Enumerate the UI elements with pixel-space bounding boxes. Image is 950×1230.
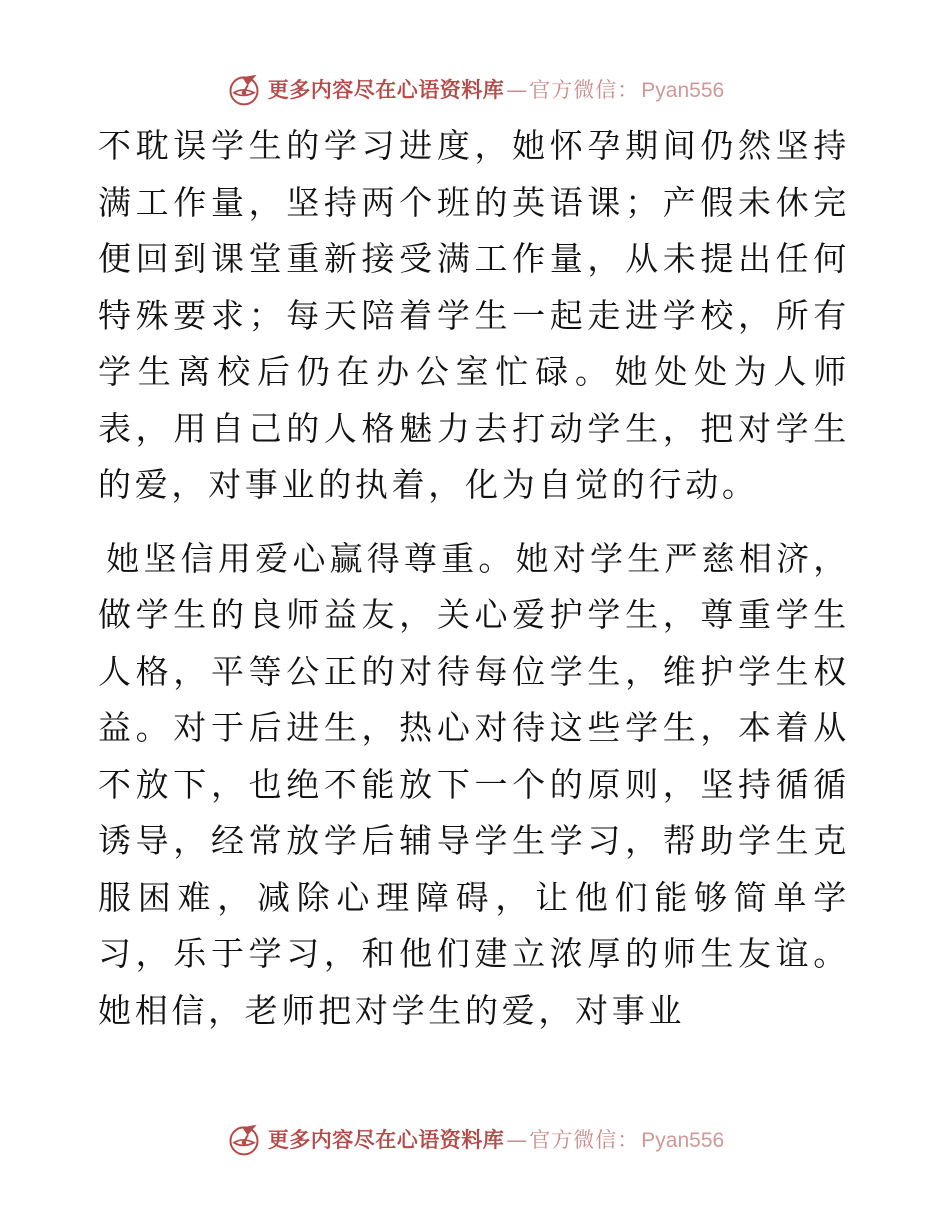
banner-dash: —	[506, 1128, 528, 1152]
body-paragraph: 不耽误学生的学习进度，她怀孕期间仍然坚持满工作量，坚持两个班的英语课；产假未休完便回到课堂重新接受满工作量，从未提出任何特殊要求；每天陪着学生一起走进学校，所有学生离校后仍在办公室忙碌。她处处为人师表，用自己的人格魅力去打动学生，把对学生的爱，对事业的执着，化为自觉的行动。	[98, 126, 850, 504]
banner-text	[268, 1129, 724, 1151]
footer-banner	[0, 1120, 950, 1160]
banner-main-text: 更多内容尽在心语资料库	[267, 77, 505, 102]
header-banner	[0, 70, 950, 110]
banner-wechat-label: 官方微信：	[529, 1128, 640, 1152]
quill-pen-logo-icon	[226, 72, 262, 108]
banner-wechat-label: 官方微信：	[529, 78, 640, 102]
body-paragraph: 她坚信用爱心赢得尊重。她对学生严慈相济，做学生的良师益友，关心爱护学生，尊重学生人格，平等公正的对待每位学生，维护学生权益。对于后进生，热心对待这些学生，本着从不放下，也绝不能放下一个的原则，坚持循循诱导，经常放学后辅导学生学习，帮助学生克服困难，减除心理障碍，让他们能够简单学习，乐于学习，和他们建立浓厚的师生友谊。她相信，老师把对学生的爱，对事业	[98, 538, 850, 1030]
banner-main-text: 更多内容尽在心语资料库	[267, 1127, 505, 1152]
banner-wechat-id: Pyan556	[641, 79, 725, 102]
banner-wechat-id: Pyan556	[641, 1129, 725, 1152]
quill-pen-logo-icon	[226, 1122, 262, 1158]
document-body	[98, 118, 850, 1039]
banner-dash: —	[506, 78, 528, 102]
banner-text	[268, 79, 724, 101]
